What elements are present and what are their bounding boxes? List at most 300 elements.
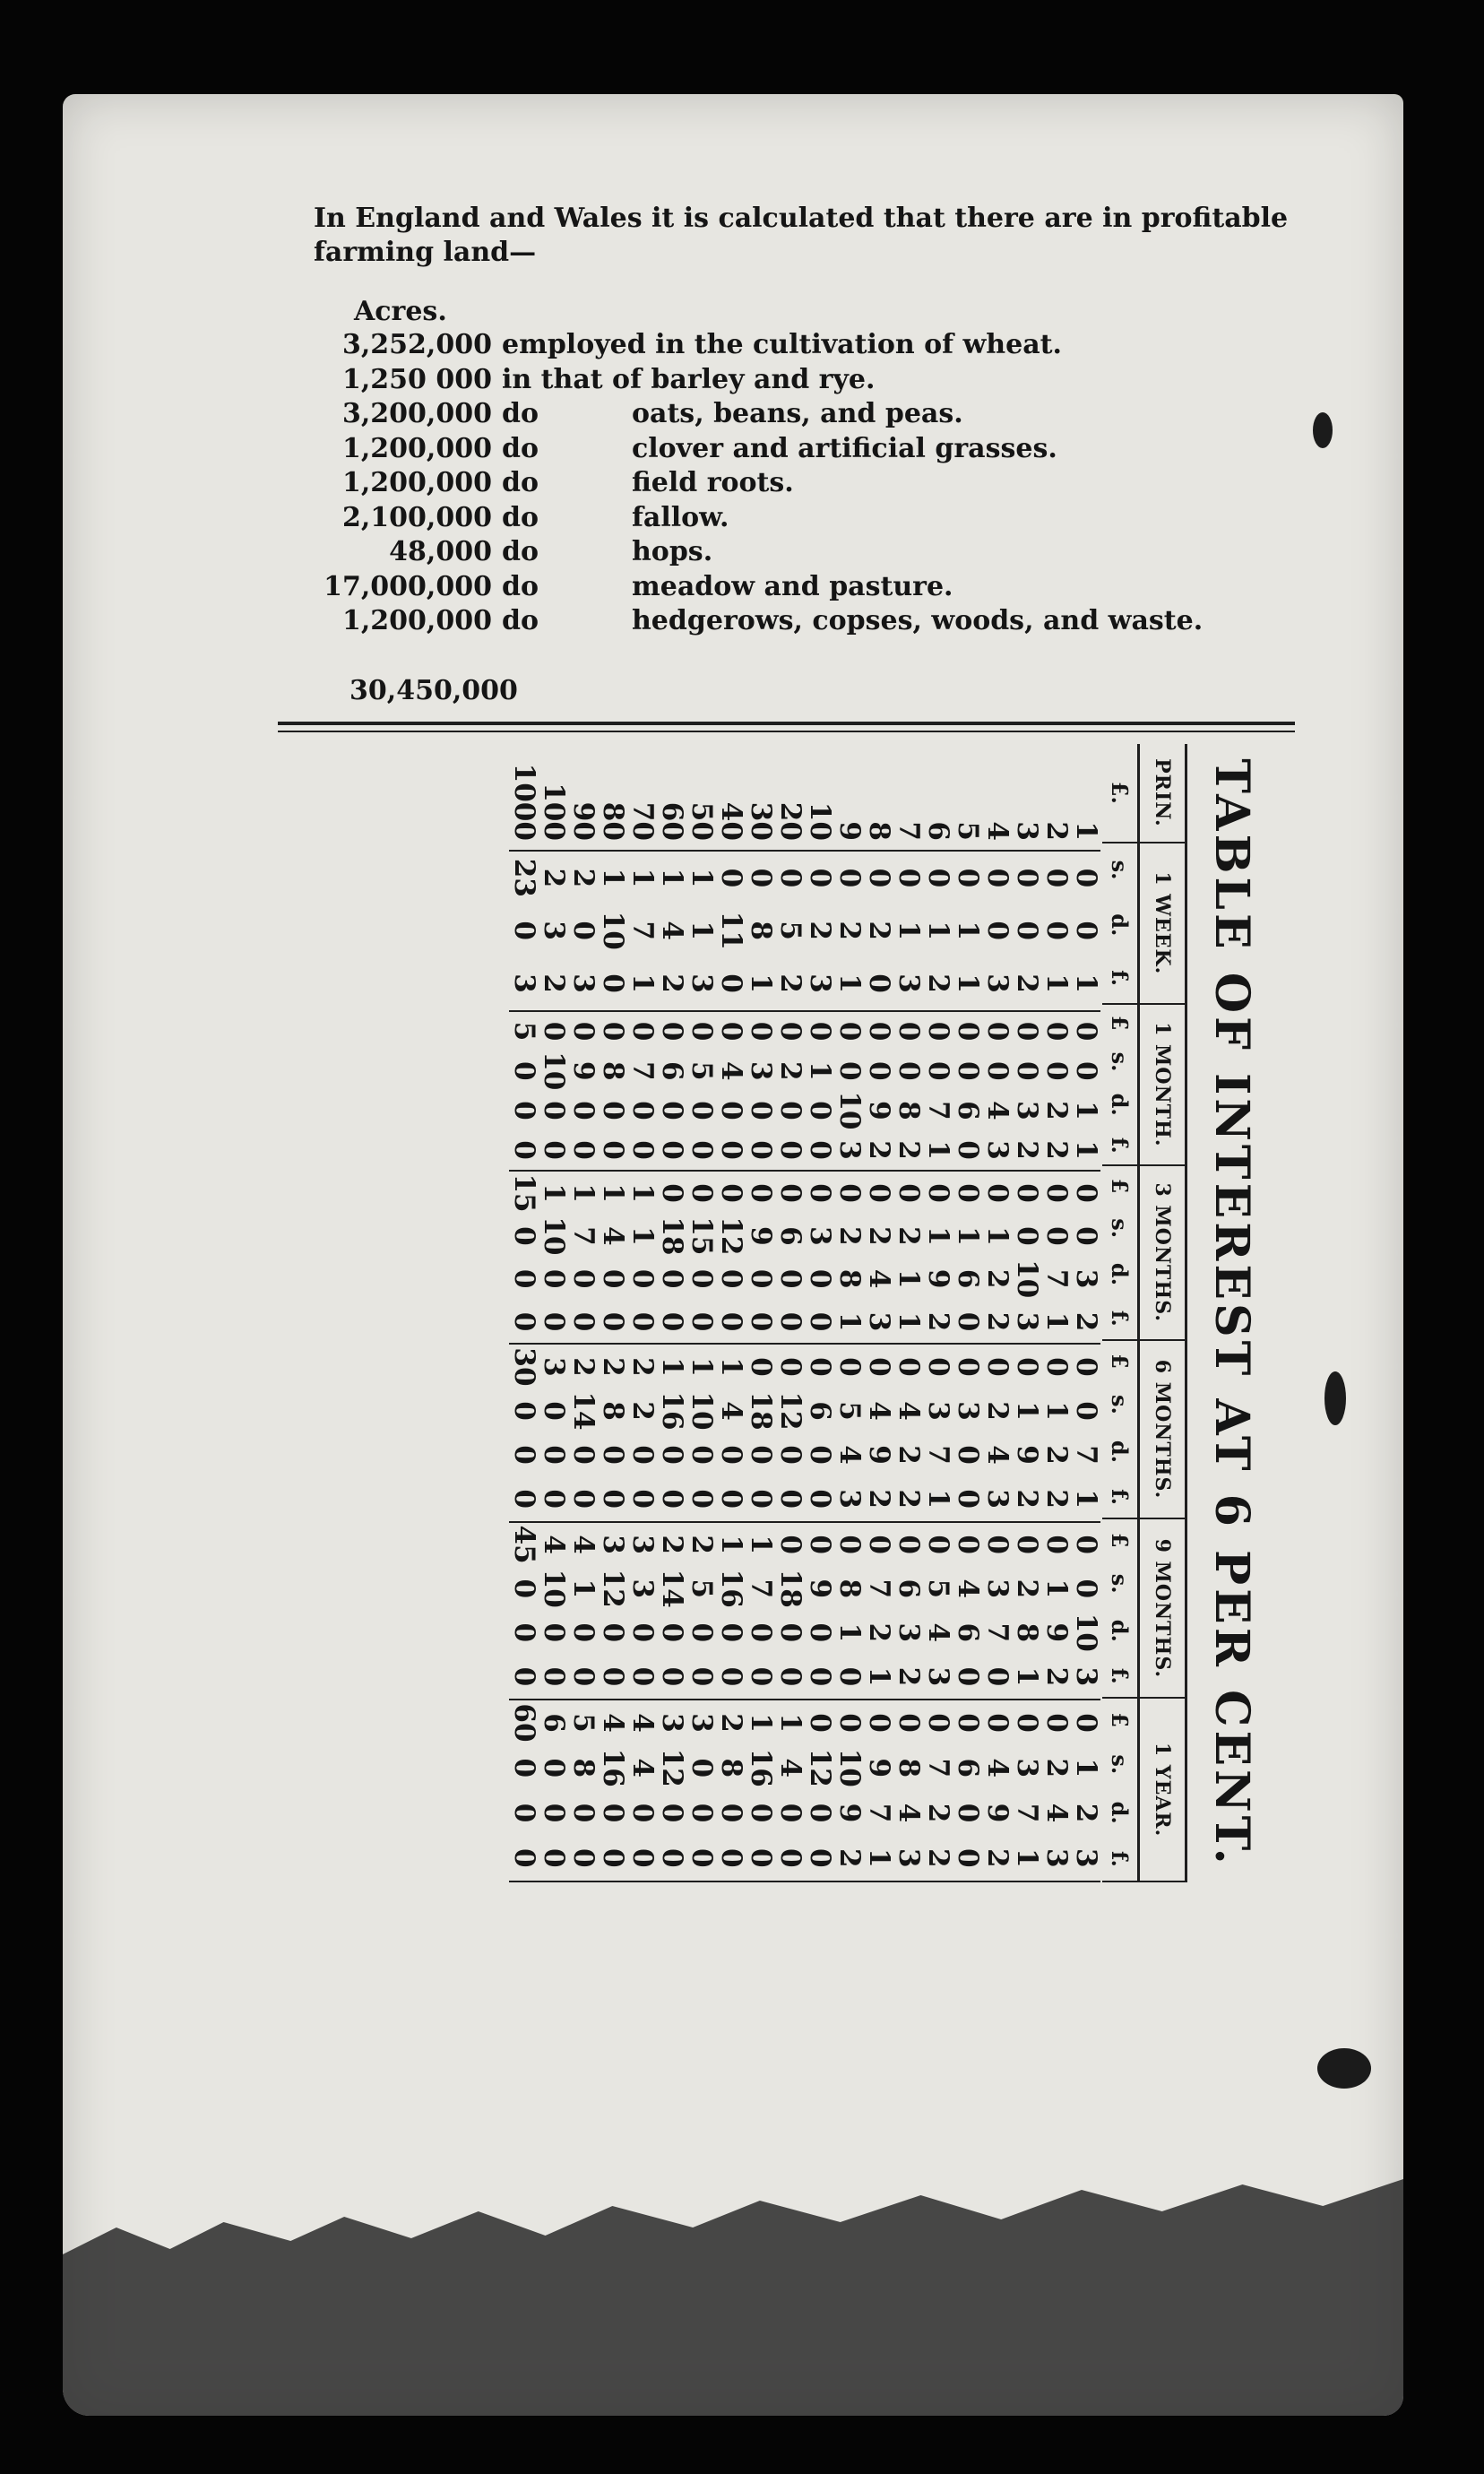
- interest-value: 0: [538, 1758, 570, 1778]
- interest-value: 0: [686, 1268, 718, 1289]
- unit-label: s.: [1107, 1394, 1134, 1414]
- acreage-amount: 17,000,000: [324, 570, 492, 602]
- principal-cell: 4: [982, 744, 1012, 852]
- interest-value: 2: [686, 1535, 718, 1554]
- interest-value: 10: [833, 1091, 866, 1130]
- interest-value: 1: [626, 1226, 659, 1246]
- interest-value: 8: [567, 1758, 600, 1778]
- interest-value: 0: [715, 973, 747, 993]
- interest-value: 1: [1011, 1666, 1043, 1687]
- interest-value: 0: [774, 1848, 807, 1868]
- acreage-row: [63, 398, 1403, 433]
- interest-value: 4: [567, 1535, 600, 1554]
- interest-value: 0: [686, 1758, 718, 1778]
- interest-value: 16: [656, 1391, 688, 1431]
- interest-value: 2: [893, 1666, 925, 1687]
- interest-value: 0: [952, 1140, 984, 1160]
- interest-cell: [1071, 852, 1100, 1012]
- interest-value: 15: [508, 1173, 540, 1213]
- interest-cell: [627, 1700, 657, 1882]
- interest-value: 0: [597, 1848, 629, 1868]
- interest-value: 0: [1040, 921, 1073, 940]
- interest-value: 4: [1040, 1803, 1073, 1823]
- interest-value: 10: [538, 1216, 570, 1256]
- interest-cell: [982, 1523, 1012, 1700]
- acreage-list: [63, 329, 1403, 640]
- interest-cell: [1071, 1523, 1100, 1700]
- interest-value: 0: [804, 1357, 836, 1377]
- interest-value: 0: [804, 1666, 836, 1687]
- document-page: [63, 94, 1403, 2416]
- interest-value: 0: [774, 1357, 807, 1377]
- interest-value: 0: [833, 1713, 866, 1733]
- interest-value: 0: [922, 1357, 954, 1377]
- unit-label: f.: [1107, 1489, 1134, 1505]
- column-header: 9 MONTHS.: [1140, 1519, 1185, 1699]
- interest-value: 0: [893, 1021, 925, 1042]
- interest-value: 0: [508, 1101, 540, 1120]
- interest-cell: [1041, 852, 1071, 1012]
- interest-value: 0: [538, 1666, 570, 1687]
- interest-value: 0: [745, 1101, 777, 1120]
- interest-cell: [568, 852, 598, 1012]
- interest-value: 0: [567, 1140, 600, 1160]
- interest-value: 2: [1011, 1140, 1043, 1160]
- interest-value: 12: [656, 1748, 688, 1787]
- interest-value: 1: [745, 1713, 777, 1733]
- interest-value: 1: [626, 973, 659, 993]
- acreage-amount: 1,200,000: [341, 605, 492, 636]
- interest-value: 8: [893, 1758, 925, 1778]
- interest-value: 0: [1070, 1713, 1102, 1733]
- interest-value: 1: [686, 921, 718, 940]
- interest-value: 0: [686, 1021, 718, 1042]
- interest-value: 0: [1070, 921, 1102, 940]
- interest-value: 0: [538, 1021, 570, 1042]
- interest-value: 0: [686, 1803, 718, 1823]
- principal-cell: 10: [805, 744, 834, 852]
- interest-value: 0: [597, 1140, 629, 1160]
- acreage-use: hops.: [632, 536, 713, 567]
- interest-value: 3: [804, 973, 836, 993]
- interest-value: 4: [981, 1758, 1014, 1778]
- interest-value: 1: [1070, 1140, 1102, 1160]
- interest-value: 3: [981, 1489, 1014, 1509]
- interest-cell: [657, 1700, 686, 1882]
- interest-value: 2: [626, 1357, 659, 1377]
- interest-value: 5: [922, 1579, 954, 1599]
- acreage-ditto: do: [502, 398, 539, 429]
- interest-value: 0: [715, 1803, 747, 1823]
- interest-value: 0: [1011, 1357, 1043, 1377]
- interest-value: 7: [922, 1445, 954, 1465]
- unit-label: s.: [1107, 1218, 1134, 1239]
- interest-value: 0: [1070, 1357, 1102, 1377]
- interest-value: 0: [1070, 1535, 1102, 1554]
- acreage-row: [63, 502, 1403, 537]
- interest-cell: [746, 1172, 775, 1345]
- interest-cell: [834, 1345, 864, 1522]
- interest-cell: [509, 1523, 539, 1700]
- unit-label: £: [1107, 1354, 1134, 1369]
- interest-value: 4: [922, 1622, 954, 1643]
- interest-value: 0: [745, 1803, 777, 1823]
- table-row: [1012, 744, 1041, 1882]
- column-header: 1 YEAR.: [1140, 1699, 1185, 1882]
- unit-label: s.: [1107, 860, 1134, 880]
- interest-value: 2: [922, 1848, 954, 1868]
- interest-cell: [1012, 1172, 1041, 1345]
- interest-value: 0: [626, 1848, 659, 1868]
- interest-value: 0: [745, 1489, 777, 1509]
- interest-value: 0: [686, 1311, 718, 1332]
- interest-value: 7: [745, 1579, 777, 1599]
- principal-cell: 2: [1041, 744, 1071, 852]
- interest-value: 5: [686, 1579, 718, 1599]
- interest-value: 0: [715, 868, 747, 888]
- interest-value: 23: [508, 858, 540, 897]
- interest-value: 0: [538, 1445, 570, 1465]
- interest-cell: [982, 1700, 1012, 1882]
- interest-value: 0: [1040, 1226, 1073, 1246]
- interest-value: 0: [774, 1140, 807, 1160]
- interest-cell: [1041, 1700, 1071, 1882]
- interest-value: 4: [626, 1713, 659, 1733]
- interest-value: 3: [1011, 1311, 1043, 1332]
- interest-value: 4: [626, 1758, 659, 1778]
- interest-value: 1: [1070, 973, 1102, 993]
- interest-value: 1: [567, 1183, 600, 1203]
- acreage-use: in that of barley and rye.: [502, 363, 876, 395]
- interest-value: 0: [981, 1183, 1014, 1203]
- interest-cell: [746, 1700, 775, 1882]
- interest-value: 0: [508, 1060, 540, 1081]
- interest-value: 12: [774, 1391, 807, 1431]
- interest-value: 0: [715, 1848, 747, 1868]
- unit-label: d.: [1107, 1440, 1134, 1464]
- interest-value: 8: [745, 921, 777, 940]
- interest-cell: [834, 1700, 864, 1882]
- interest-value: 0: [656, 1140, 688, 1160]
- interest-value: 0: [774, 1268, 807, 1289]
- unit-label: f.: [1107, 1310, 1134, 1327]
- acreage-ditto: do: [502, 501, 539, 533]
- interest-value: 0: [1040, 1535, 1073, 1554]
- interest-value: 7: [922, 1101, 954, 1120]
- interest-value: 0: [508, 1311, 540, 1332]
- interest-value: 2: [863, 1622, 895, 1643]
- interest-value: 0: [804, 1803, 836, 1823]
- interest-value: 30: [508, 1347, 540, 1387]
- interest-value: 12: [597, 1569, 629, 1608]
- interest-value: 0: [656, 1101, 688, 1120]
- interest-value: 0: [893, 1357, 925, 1377]
- interest-cell: [627, 852, 657, 1012]
- interest-value: 2: [863, 1226, 895, 1246]
- interest-cell: [1041, 1172, 1071, 1345]
- interest-value: 0: [567, 1101, 600, 1120]
- interest-value: 2: [1040, 1666, 1073, 1687]
- interest-value: 3: [626, 1579, 659, 1599]
- interest-value: 0: [626, 1311, 659, 1332]
- interest-cell: [657, 1012, 686, 1172]
- interest-value: 1: [922, 921, 954, 940]
- interest-value: 4: [833, 1445, 866, 1465]
- interest-cell: [568, 1523, 598, 1700]
- interest-value: 0: [715, 1311, 747, 1332]
- interest-value: 1: [597, 868, 629, 888]
- interest-value: 0: [626, 1021, 659, 1042]
- interest-value: 0: [774, 1535, 807, 1554]
- interest-value: 4: [597, 1713, 629, 1733]
- interest-value: 0: [567, 1445, 600, 1465]
- interest-cell: [539, 852, 568, 1012]
- interest-value: 0: [774, 1183, 807, 1203]
- interest-value: 4: [893, 1803, 925, 1823]
- table-row: [657, 744, 686, 1882]
- interest-cell: [775, 1345, 805, 1522]
- interest-value: 0: [715, 1101, 747, 1120]
- acreage-row: [63, 329, 1403, 364]
- principal-cell: 9: [834, 744, 864, 852]
- interest-value: 6: [656, 1060, 688, 1081]
- interest-value: 0: [952, 1803, 984, 1823]
- interest-cell: [716, 1172, 746, 1345]
- interest-value: 0: [508, 1489, 540, 1509]
- interest-value: 0: [833, 1183, 866, 1203]
- interest-value: 2: [715, 1713, 747, 1733]
- interest-value: 0: [952, 1713, 984, 1733]
- interest-cell: [657, 1523, 686, 1700]
- interest-value: 1: [863, 1666, 895, 1687]
- interest-value: 9: [567, 1060, 600, 1081]
- interest-value: 0: [863, 868, 895, 888]
- acreage-amount: 1,200,000: [341, 467, 492, 498]
- interest-value: 0: [1011, 921, 1043, 940]
- interest-value: 3: [922, 1401, 954, 1421]
- interest-value: 0: [774, 1489, 807, 1509]
- interest-cell: [627, 1345, 657, 1522]
- interest-value: 3: [863, 1311, 895, 1332]
- interest-value: 0: [1040, 1021, 1073, 1042]
- interest-value: 0: [745, 1140, 777, 1160]
- interest-cell: [509, 852, 539, 1012]
- interest-value: 0: [1070, 1579, 1102, 1599]
- interest-cell: [953, 1700, 982, 1882]
- interest-value: 0: [981, 868, 1014, 888]
- interest-value: 0: [538, 1848, 570, 1868]
- acreage-ditto: do: [502, 432, 539, 464]
- interest-value: 0: [1011, 1021, 1043, 1042]
- interest-cell: [627, 1523, 657, 1700]
- interest-value: 0: [656, 1803, 688, 1823]
- interest-value: 2: [922, 1311, 954, 1332]
- interest-cell: [864, 1172, 893, 1345]
- interest-value: 9: [804, 1579, 836, 1599]
- unit-label: £: [1107, 1178, 1134, 1194]
- interest-value: 2: [774, 1060, 807, 1081]
- interest-value: 0: [508, 1268, 540, 1289]
- interest-value: 0: [1070, 1226, 1102, 1246]
- interest-cell: [746, 1345, 775, 1522]
- interest-value: 0: [656, 1848, 688, 1868]
- interest-cell: [716, 1700, 746, 1882]
- interest-value: 0: [715, 1445, 747, 1465]
- interest-value: 0: [1011, 1713, 1043, 1733]
- interest-value: 0: [981, 1357, 1014, 1377]
- interest-value: 7: [922, 1758, 954, 1778]
- interest-value: 0: [893, 1060, 925, 1081]
- table-row: [627, 744, 657, 1882]
- interest-value: 0: [774, 1666, 807, 1687]
- interest-value: 3: [922, 1666, 954, 1687]
- interest-value: 8: [597, 1060, 629, 1081]
- interest-value: 0: [774, 1311, 807, 1332]
- interest-value: 0: [804, 1445, 836, 1465]
- interest-value: 0: [952, 1021, 984, 1042]
- interest-value: 0: [833, 1060, 866, 1081]
- interest-value: 2: [863, 921, 895, 940]
- interest-value: 0: [1070, 1401, 1102, 1421]
- interest-value: 2: [804, 921, 836, 940]
- interest-value: 0: [567, 1021, 600, 1042]
- interest-value: 0: [715, 1489, 747, 1509]
- interest-value: 1: [745, 1535, 777, 1554]
- interest-value: 2: [981, 1401, 1014, 1421]
- interest-cell: [598, 1345, 627, 1522]
- acreage-ditto: do: [502, 605, 539, 636]
- interest-value: 10: [1070, 1613, 1102, 1652]
- unit-cell: [1102, 1166, 1138, 1341]
- interest-value: 3: [1070, 1848, 1102, 1868]
- unit-label: s.: [1107, 1573, 1134, 1594]
- interest-value: 0: [626, 1445, 659, 1465]
- interest-value: 2: [1070, 1803, 1102, 1823]
- interest-value: 15: [686, 1216, 718, 1256]
- interest-cell: [509, 1172, 539, 1345]
- interest-value: 0: [745, 1848, 777, 1868]
- interest-cell: [657, 852, 686, 1012]
- interest-value: 0: [626, 1666, 659, 1687]
- interest-value: 9: [1011, 1445, 1043, 1465]
- interest-value: 0: [952, 1183, 984, 1203]
- interest-cell: [805, 1172, 834, 1345]
- interest-cell: [686, 1345, 716, 1522]
- interest-cell: [686, 1700, 716, 1882]
- interest-value: 8: [597, 1401, 629, 1421]
- interest-value: 0: [508, 921, 540, 940]
- interest-value: 3: [656, 1713, 688, 1733]
- interest-value: 0: [508, 1226, 540, 1246]
- interest-value: 5: [567, 1713, 600, 1733]
- interest-cell: [923, 1345, 953, 1522]
- interest-value: 1: [774, 1713, 807, 1733]
- interest-value: 0: [804, 868, 836, 888]
- interest-value: 0: [1011, 1060, 1043, 1081]
- intro-line-1: In England and Wales it is calculated that there are in profitable: [314, 203, 1289, 234]
- interest-value: 0: [922, 1021, 954, 1042]
- interest-cell: [1071, 1172, 1100, 1345]
- interest-value: 8: [1011, 1622, 1043, 1643]
- interest-cell: [864, 1523, 893, 1700]
- interest-value: 0: [774, 1622, 807, 1643]
- interest-cell: [686, 852, 716, 1012]
- interest-value: 8: [833, 1268, 866, 1289]
- interest-value: 1: [686, 1357, 718, 1377]
- interest-value: 2: [774, 973, 807, 993]
- interest-value: 3: [952, 1401, 984, 1421]
- interest-value: 2: [567, 1357, 600, 1377]
- interest-value: 2: [538, 973, 570, 993]
- interest-cell: [568, 1172, 598, 1345]
- interest-value: 10: [686, 1391, 718, 1431]
- interest-cell: [716, 852, 746, 1012]
- interest-value: 0: [863, 1060, 895, 1081]
- interest-value: 6: [774, 1226, 807, 1246]
- interest-cell: [775, 852, 805, 1012]
- interest-value: 1: [952, 1226, 984, 1246]
- principal-cell: 90: [568, 744, 598, 852]
- interest-value: 0: [863, 1357, 895, 1377]
- interest-cell: [568, 1700, 598, 1882]
- intro-paragraph: [314, 202, 1317, 270]
- interest-value: 10: [538, 1569, 570, 1608]
- interest-cell: [893, 1172, 923, 1345]
- interest-cell: [982, 1345, 1012, 1522]
- interest-value: 0: [893, 868, 925, 888]
- interest-value: 0: [567, 1311, 600, 1332]
- interest-value: 9: [833, 1803, 866, 1823]
- interest-cell: [1012, 1700, 1041, 1882]
- principal-cell: 8: [864, 744, 893, 852]
- column-header: 1 WEEK.: [1140, 843, 1185, 1005]
- principal-cell: 7: [893, 744, 923, 852]
- interest-value: 0: [597, 1268, 629, 1289]
- interest-value: 0: [538, 1101, 570, 1120]
- acreage-amount: 2,100,000: [341, 501, 492, 533]
- unit-label: f.: [1107, 1851, 1134, 1867]
- interest-value: 3: [1070, 1666, 1102, 1687]
- interest-cell: [864, 1012, 893, 1172]
- unit-label: £: [1107, 1712, 1134, 1728]
- table-body: [509, 744, 1100, 1882]
- interest-value: 0: [922, 868, 954, 888]
- interest-value: 0: [508, 1803, 540, 1823]
- interest-value: 2: [626, 1401, 659, 1421]
- interest-value: 0: [922, 1183, 954, 1203]
- interest-value: 4: [774, 1758, 807, 1778]
- interest-value: 5: [686, 1060, 718, 1081]
- interest-value: 5: [833, 1401, 866, 1421]
- interest-value: 0: [981, 1713, 1014, 1733]
- interest-value: 0: [656, 1445, 688, 1465]
- interest-value: 0: [686, 1101, 718, 1120]
- interest-value: 2: [1011, 1489, 1043, 1509]
- interest-cell: [509, 1700, 539, 1882]
- interest-cell: [775, 1700, 805, 1882]
- table-row: [834, 744, 864, 1882]
- interest-value: 6: [952, 1101, 984, 1120]
- interest-value: 0: [508, 1848, 540, 1868]
- acreage-amount: 3,252,000: [341, 329, 492, 360]
- acreage-use: oats, beans, and peas.: [632, 398, 963, 429]
- interest-value: 0: [626, 1489, 659, 1509]
- interest-value: 2: [893, 1489, 925, 1509]
- interest-cell: [893, 1012, 923, 1172]
- interest-value: 0: [804, 1140, 836, 1160]
- interest-value: 4: [538, 1535, 570, 1554]
- interest-value: 7: [981, 1622, 1014, 1643]
